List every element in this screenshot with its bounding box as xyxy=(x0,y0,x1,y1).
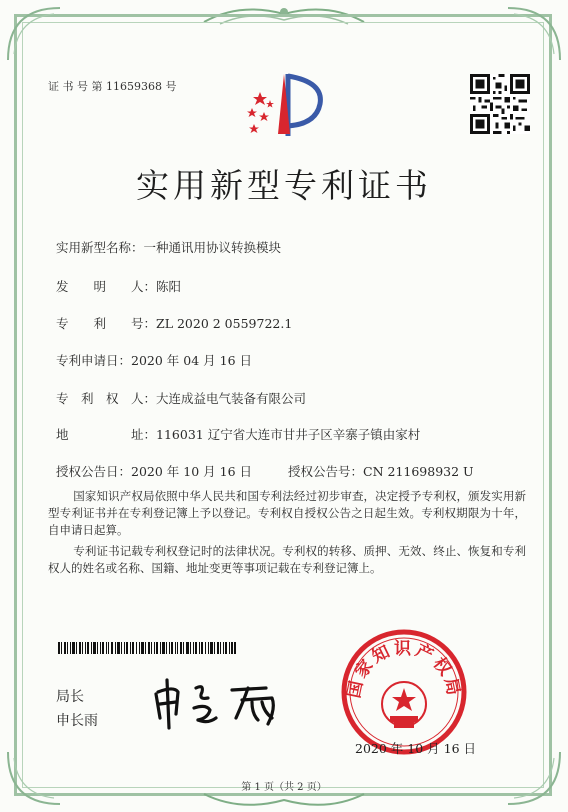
patent-number-label: 专 利 号： xyxy=(56,316,157,331)
filing-date-label: 专利申请日： xyxy=(56,353,132,368)
page-footer: 第 1 页（共 2 页） xyxy=(241,782,327,793)
inventor-value: 陈阳 xyxy=(156,279,182,294)
inventor-label: 发 明 人： xyxy=(56,279,157,294)
director-title: 局长 xyxy=(56,689,84,705)
corner-vine-icon xyxy=(504,4,564,64)
grant-number-label: 授权公告号： xyxy=(288,464,364,479)
patent-number-value: ZL 2020 2 0559722.1 xyxy=(156,316,293,331)
director-name: 申长雨 xyxy=(56,713,98,729)
address-value: 116031 辽宁省大连市甘井子区辛寨子镇由家村 xyxy=(156,427,421,442)
patent-office-logo-icon xyxy=(240,70,330,140)
filing-date-value: 2020 年 04 月 16 日 xyxy=(131,353,253,368)
patentee-row xyxy=(56,389,306,407)
certificate-number: 证 书 号 第 11659368 号 xyxy=(48,80,177,93)
filing-date-row xyxy=(56,351,252,369)
grant-number-row xyxy=(288,462,474,480)
seal-date: 2020 年 10 月 16 日 xyxy=(355,741,476,756)
address-label: 地 址： xyxy=(56,427,157,442)
grant-date-row xyxy=(56,462,252,480)
utility-name-value: 一种通讯用协议转换模块 xyxy=(143,240,282,255)
grant-statement-paragraph: 国家知识产权局依照中华人民共和国专利法经过初步审查，决定授予专利权，颁发实用新型专利证书并在专利登记簿上予以登记。专利权自授权公告之日起生效。专利权期限为十年，自申请日起算。 xyxy=(48,489,526,537)
seal-text: 国家知识产权局 xyxy=(344,639,464,700)
grant-date-label: 授权公告日： xyxy=(56,464,132,479)
address-row xyxy=(56,425,420,443)
official-seal-icon xyxy=(340,628,468,756)
inventor-row xyxy=(56,277,181,295)
corner-vine-icon xyxy=(4,4,64,64)
legal-status-paragraph: 专利证书记载专利权登记时的法律状况。专利权的转移、质押、无效、终止、恢复和专利权人的姓名或名称、国籍、地址变更等事项记载在专利登记簿上。 xyxy=(48,544,526,575)
bottom-flourish-icon xyxy=(200,790,368,812)
patentee-label: 专 利 权 人： xyxy=(56,391,157,406)
patentee-value: 大连成益电气装备有限公司 xyxy=(156,391,307,406)
certificate-title: 实用新型专利证书 xyxy=(136,166,432,205)
patent-number-row xyxy=(56,314,292,332)
signature-icon xyxy=(148,674,298,730)
utility-name-label: 实用新型名称： xyxy=(56,240,144,255)
barcode-icon xyxy=(58,642,236,654)
grant-number-value: CN 211698932 U xyxy=(363,464,474,479)
qr-code-icon xyxy=(470,74,530,134)
grant-date-value: 2020 年 10 月 16 日 xyxy=(131,464,253,479)
utility-name-row xyxy=(56,238,281,256)
